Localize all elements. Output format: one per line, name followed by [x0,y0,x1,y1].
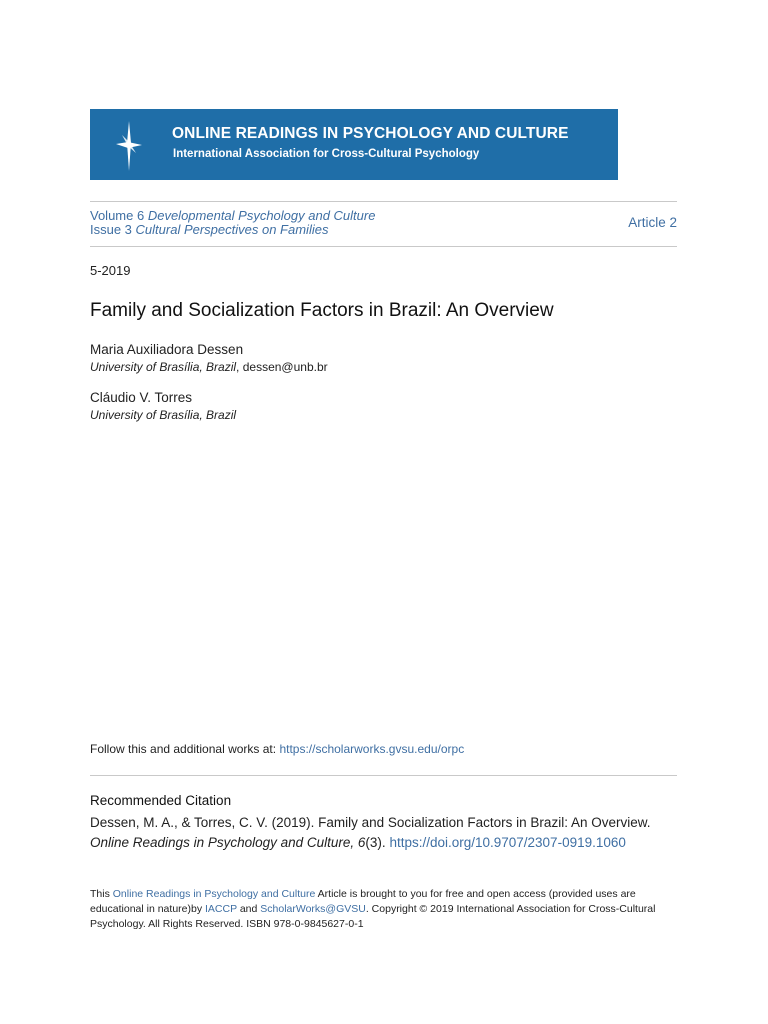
article-title: Family and Socialization Factors in Brazil: An Overview [90,300,554,321]
author-name: Maria Auxiliadora Dessen [90,342,244,357]
notice-text: . Copyright © 2019 International Association for Cross-Cultural Psychology. All Rights Reserved. ISBN 978-0-9845627-0-1 [90,903,656,930]
access-notice [90,887,670,932]
issue-label: Issue 3 [90,222,132,237]
affiliation-text: University of Brasília, Brazil [90,360,237,374]
issue-link[interactable] [90,222,328,237]
banner-title: ONLINE READINGS IN PSYCHOLOGY AND CULTURE [172,125,569,142]
affiliation-text: University of Brasília, Brazil [90,408,237,422]
collection-link[interactable]: https://scholarworks.gvsu.edu/orpc [279,742,465,756]
volume-label: Volume 6 [90,208,145,223]
notice-text: This [90,888,113,900]
author-affiliation [90,360,328,374]
doi-link[interactable]: https://doi.org/10.9707/2307-0919.1060 [389,835,626,850]
issue-title: Cultural Perspectives on Families [135,222,329,237]
iaccp-link[interactable]: IACCP [205,903,237,915]
publication-date: 5-2019 [90,263,131,278]
journal-banner[interactable] [90,109,618,180]
follow-line [90,742,464,756]
citation-line [90,835,626,850]
notice-text: Article is brought to you for free and open access (provided uses are educational in nature)by [90,888,636,915]
author-affiliation [90,408,236,422]
citation-line: Dessen, M. A., & Torres, C. V. (2019). Family and Socialization Factors in Brazil: An Overview. [90,815,651,830]
journal-link[interactable]: Online Readings in Psychology and Culture [112,888,316,900]
divider [90,201,677,202]
scholarworks-link[interactable]: ScholarWorks@GVSU [260,903,366,915]
divider [90,775,677,776]
author-name: Cláudio V. Torres [90,390,193,405]
citation-issue: (3). [365,835,390,850]
divider [90,246,677,247]
author-email: , dessen@unb.br [236,360,328,374]
volume-title: Developmental Psychology and Culture [147,208,376,223]
article-link[interactable]: Article 2 [628,215,677,230]
citation-journal: Online Readings in Psychology and Culture, 6 [90,835,366,850]
citation-heading: Recommended Citation [90,793,232,808]
banner-subtitle: International Association for Cross-Cultural Psychology [173,148,480,160]
notice-text: and [236,903,261,915]
compass-star-icon [116,121,142,171]
volume-link[interactable] [90,208,375,223]
follow-text: Follow this and additional works at: [90,742,280,756]
